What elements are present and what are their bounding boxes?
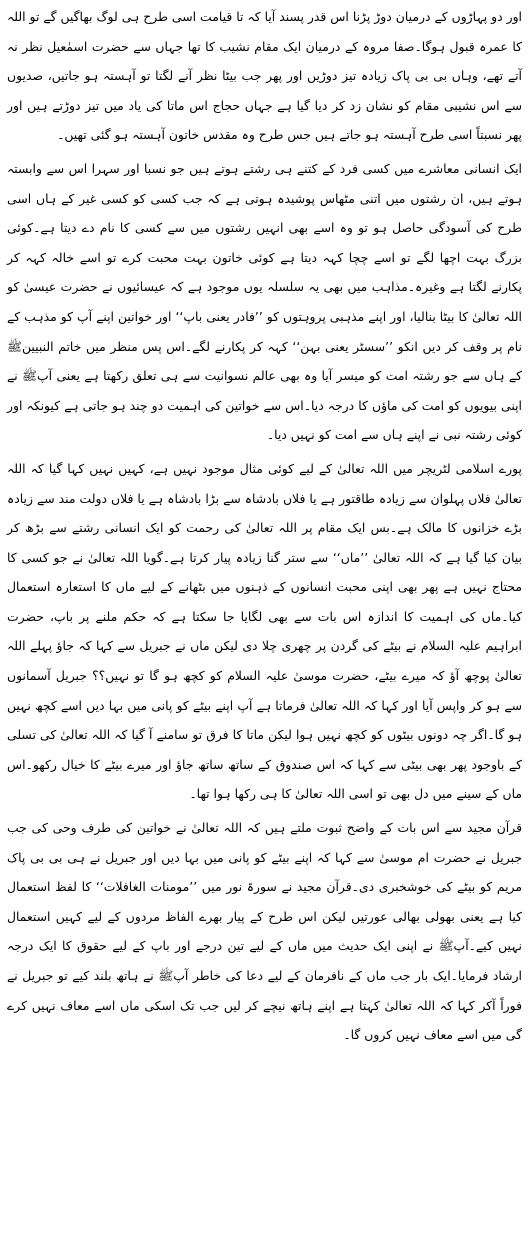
paragraph-quran-evidence: قرآن مجید سے اس بات کے واضح ثبوت ملتے ہیں کہ اللہ تعالیٰ نے خواتین کی طرف وحی کی جب جبریل نے حضرت ام موسیٰ سے کہا کہ اپنے بیٹے کو پانی میں بہا دیں اور جبریل نے ہی بی بی پاک مریم کو بیٹے کی خوشخبری دی۔قرآن مجید نے سورۃ نور میں ’’مومنات الغافلات‘‘ کا لفظ استعمال کیا ہے یعنی بھولی بھالی عورتیں لیکن اس طرح کے پیار بھرے الفاظ مردوں کے لیے کہیں استعمال نہیں کیے۔آپﷺ نے اپنی ایک حدیث میں ماں کے لیے تین درجے اور باپ کے لیے حقوق کا ایک درجہ ارشاد فرمایا۔ایک بار جب ماں کے نافرمان کے لیے دعا کی خاطر آپﷺ نے ہاتھ بلند کیے تو جبریل نے فوراً آکر کہا کہ اللہ تعالیٰ کہتا ہے اپنے ہاتھ نیچے کر لیں جب تک اسکی ماں اسے معاف نہیں کرے گی میں اسے معاف نہیں کروں گا۔	[7, 820, 522, 1043]
paragraph-relationships: ایک انسانی معاشرے میں کسی فرد کے کتنے ہی رشتے ہوتے ہیں جو نسبا اور سہرا اس سے وابستہ ہوتے ہیں، ان رشتوں میں اتنی مٹھاس پوشیدہ ہوتی ہے کہ جب کسی کو کسی غیر کے ہاں اسی طرح کی آسودگی حاصل ہو تو وہ اسے بھی انہیں رشتوں میں سے کسی کا نام دے دیتا ہے۔کوئی بزرگ بہت اچھا لگے تو اسے چچا کہہ دیتا ہے کوئی خاتون بہت محبت کرے تو اسے خالہ کہہ کر پکارنے لگتا ہے وغیرہ۔مذاہب میں بھی یہ سلسلہ یوں موجود ہے کہ عیسائیوں نے حضرت عیسیٰ کو اللہ تعالیٰ کا بیٹا بنالیا، اور اپنے مذہبی پروہتوں کو ’’فادر یعنی باپ‘‘ اور خواتین اپنے آپ کو مذہب کے نام پر وقف کر دیں انکو ’’سسٹر یعنی بہن‘‘ کہہ کر پکارنے لگے۔اس پس منظر میں خاتم النبیینﷺ کے ہاں سے جو رشتہ امت کو میسر آیا وہ بھی عالم نسوانیت سے ہی تعلق رکھتا ہے یعنی آپﷺ نے اپنی بیویوں کو امت کی ماؤں کا درجہ دیا۔اس سے خواتین کی اہمیت دو چند ہو جاتی ہے کیونکہ اور کوئی رشتہ نبی نے اپنے ہاں سے امت کو نہیں دیا۔	[7, 160, 522, 443]
paragraph-mothers-love: پورے اسلامی لٹریچر میں اللہ تعالیٰ کے لیے کوئی مثال موجود نہیں ہے، کہیں نہیں کہا گیا کہ اللہ تعالیٰ فلاں پہلوان سے زیادہ طاقتور ہے یا فلاں بادشاہ سے بڑا بادشاہ ہے یا فلاں دولت مند سے زیادہ بڑے خزانوں کا مالک ہے۔بس ایک مقام پر اللہ تعالیٰ کی رحمت کو ایک انسانی رشتے سے بڑھ کر بیان کیا گیا ہے کہ اللہ تعالیٰ ’’ماں‘‘ سے ستر گنا زیادہ پیار کرتا ہے۔گویا اللہ تعالیٰ نے جو کسی کا محتاج نہیں ہے پھر بھی اپنی محبت انسانوں کے ذہنوں میں بٹھانے کے لیے ماں کا استعارہ استعمال کیا۔ماں کی اہمیت کا اندازہ اس بات سے بھی لگایا جا سکتا ہے کہ حکم ملنے پر باپ، حضرت ابراہیم علیہ السلام نے بیٹے کی گردن پر چھری چلا دی لیکن ماں نے جبریل سے کہا کہ جاؤ پہلے اللہ تعالیٰ پوچھ آؤ کہ میرے بیٹے، حضرت موسیٰ علیہ السلام کو کچھ ہو گا تو نہیں؟؟ جبریل آسمانوں سے ہو کر واپس آیا اور کہا کہ اللہ تعالیٰ فرماتا ہے آپ اپنے بیٹے کو پانی میں بہا دیں اسے کچھ نہیں ہو گا۔اگر چہ دونوں بیٹوں کو کچھ نہیں ہوا لیکن ماتا کا فرق تو سامنے آ گیا کہ اللہ تعالیٰ کی تسلی کے باوجود پھر بھی بیٹی سے کہا کہ اس صندوق کے ساتھ ساتھ جاؤ اور میرے بیٹے کا خیال رکھو۔اس ماں کے سینے میں دل بھی تو اسی اللہ تعالیٰ کا ہی رکھا ہوا تھا۔	[7, 460, 522, 802]
paragraph-hajar-running: اور دو پہاڑوں کے درمیان دوڑ پڑنا اس قدر پسند آیا کہ تا قیامت اسی طرح ہی لوگ بھاگیں گے تو اللہ کا عمرہ قبول ہوگا۔صفا مروہ کے درمیان ایک مقام نشیب کا تھا جہاں سے حضرت اسمٰعیل نظر نہ آتے تھے، وہاں بی بی پاک زیادہ تیز دوڑیں اور پھر جب بیٹا نظر آنے لگتا تو آہستہ ہو جاتیں، صدیوں سے اس نشیبی مقام کو نشان زد کر دیا گیا ہے جہاں حجاج اس ماتا کی یاد میں تیز دوڑتے ہیں اور پھر نسبتاً اسی طرح آہستہ ہو جاتے ہیں جس طرح وہ مقدس خاتون آہستہ ہو گئی تھیں۔	[7, 9, 522, 143]
